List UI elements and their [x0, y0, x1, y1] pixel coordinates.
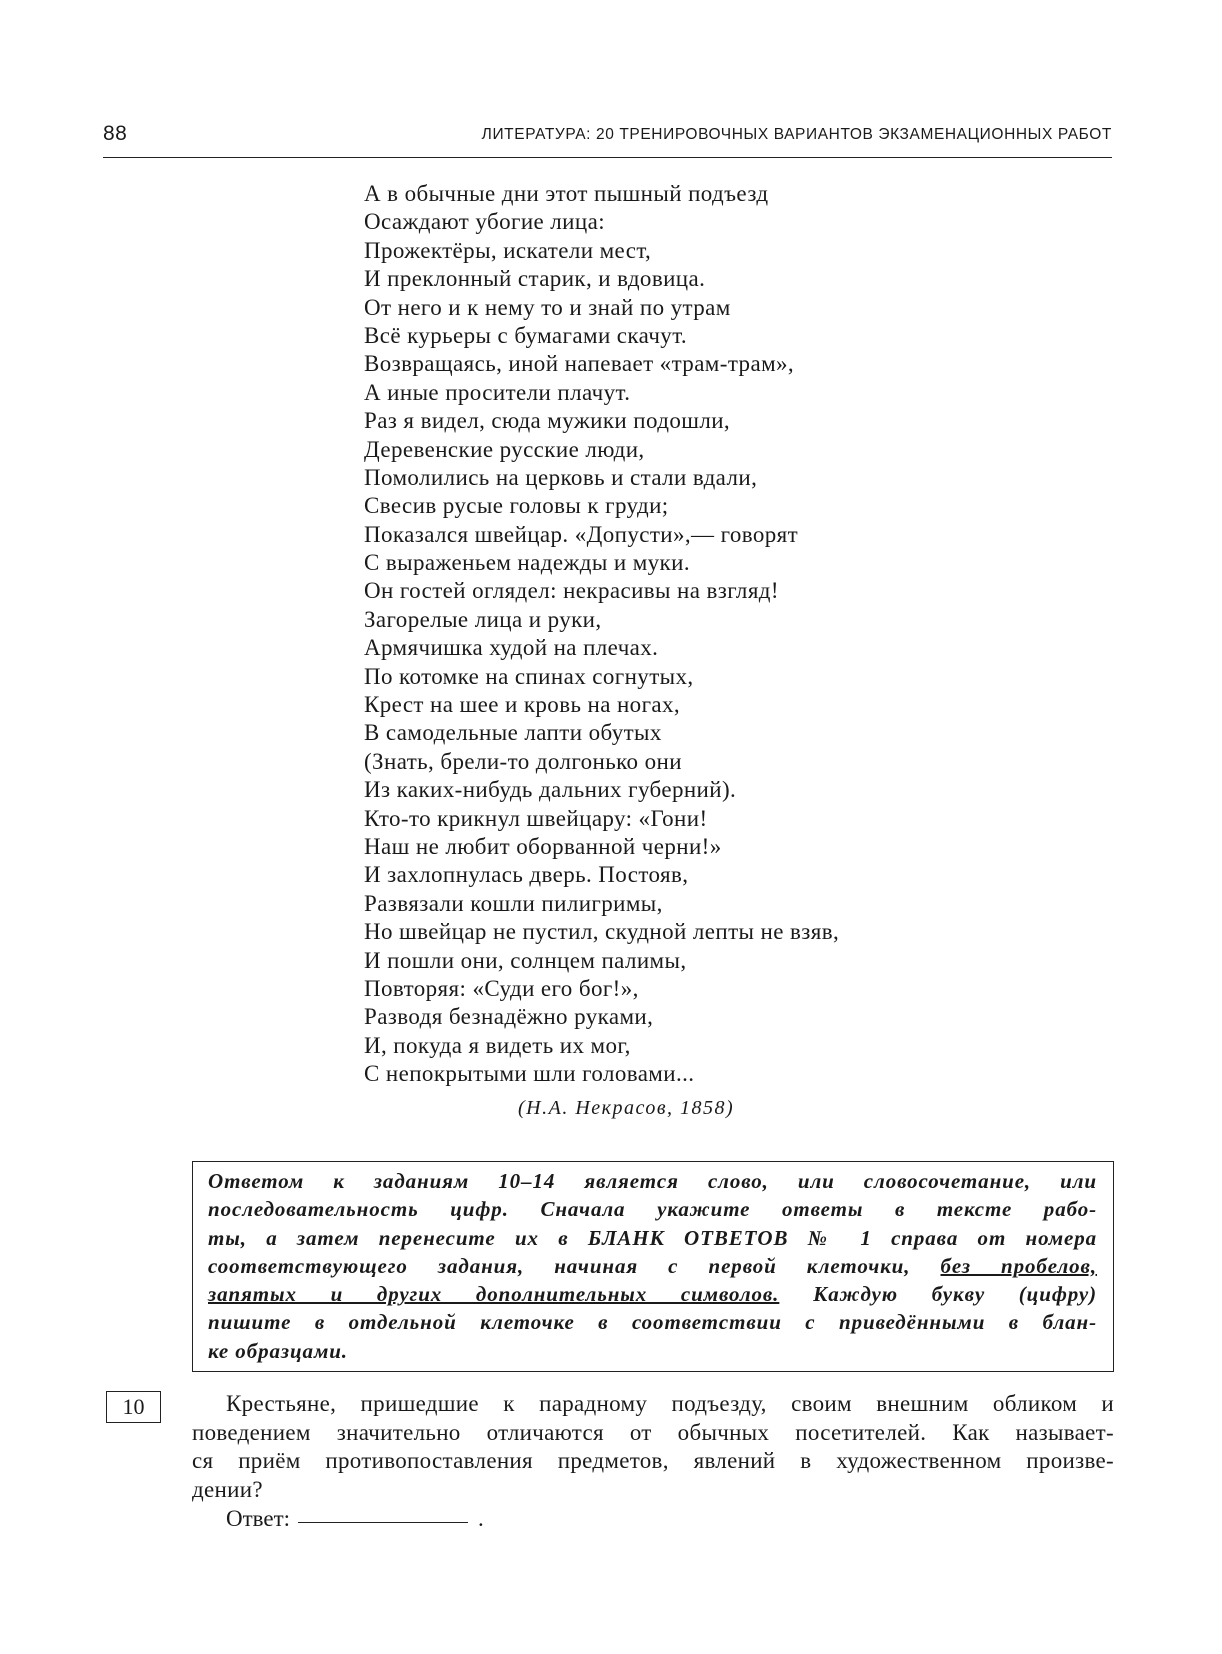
poem-line: Осаждают убогие лица:: [364, 209, 605, 235]
poem-line: По котомке на спинах согнутых,: [364, 663, 694, 689]
poem-line: Он гостей оглядел: некрасивы на взгляд!: [364, 578, 779, 604]
answer-blank[interactable]: [298, 1522, 468, 1523]
poem-line: От него и к нему то и знай по утрам: [364, 294, 731, 320]
page-number: 88: [103, 122, 128, 145]
instruction-line: [208, 1252, 1097, 1280]
question-line: Крестьяне, пришедшие к парадному подъезду, своим внешним обликом и: [226, 1391, 1114, 1416]
instruction-underlined: без пробелов,: [940, 1253, 1097, 1278]
poem-line: Из каких-нибудь дальних губерний).: [364, 777, 737, 803]
instruction-line: пишите в отдельной клеточке в соответствии с приведёнными в блан-: [208, 1310, 1097, 1335]
poem-line: С выраженьем надежды и муки.: [364, 550, 690, 576]
poem-line: Наш не любит оборванной черни!»: [364, 833, 722, 859]
answer-label: Ответ:: [226, 1506, 291, 1531]
answer-row: [226, 1506, 484, 1532]
poem-line: Всё курьеры с бумагами скачут.: [364, 322, 688, 348]
poem-line: И преклонный старик, и вдовица.: [364, 266, 706, 292]
instruction-line: Ответом к заданиям 10–14 является слово, или словосочетание, или: [208, 1169, 1097, 1193]
poem-line: Возвращаясь, иной напевает «трам-трам»,: [364, 351, 795, 377]
poem-line: С непокрытыми шли головами...: [364, 1061, 695, 1087]
poem-line: А в обычные дни этот пышный подъезд: [364, 181, 769, 206]
answer-end: .: [478, 1506, 484, 1531]
poem-line: Армячишка худой на плечах.: [364, 635, 659, 661]
poem-line: Помолились на церковь и стали вдали,: [364, 464, 758, 490]
instruction-line: ты, а затем перенесите их в БЛАНК ОТВЕТОВ № 1 справа от номера: [208, 1225, 1097, 1250]
poem-line: (Знать, брели-то долгонько они: [364, 748, 682, 774]
poem-line: А иные просители плачут.: [364, 379, 631, 405]
poem-line: И, покуда я видеть их мог,: [364, 1032, 631, 1058]
poem-line: Повторяя: «Суди его бог!»,: [364, 975, 639, 1001]
instruction-box: [192, 1161, 1114, 1372]
instruction-line: ке образцами.: [208, 1338, 348, 1363]
instruction-text: соответствующего задания, начиная с первой клеточки,: [208, 1253, 911, 1278]
poem-line: И захлопнулась дверь. Постояв,: [364, 862, 689, 888]
poem-line: Крест на шее и кровь на ногах,: [364, 692, 681, 718]
instruction-underlined: запятых и других дополнительных символов.: [208, 1282, 780, 1307]
poem-line: Разводя безнадёжно руками,: [364, 1004, 654, 1030]
question-line: дении?: [192, 1476, 263, 1502]
poem-line: Прожектёры, искатели мест,: [364, 237, 652, 263]
header-rule: [103, 157, 1112, 158]
task-question: [192, 1390, 1114, 1504]
instruction-line: [208, 1280, 1097, 1308]
instruction-line: последовательность цифр. Сначала укажите ответы в тексте рабо-: [208, 1197, 1097, 1222]
instruction-text: Каждую букву (цифру): [813, 1282, 1098, 1307]
poem-line: Деревенские русские люди,: [364, 436, 645, 462]
poem-line: Раз я видел, сюда мужики подошли,: [364, 408, 731, 434]
poem-line: Свесив русые головы к груди;: [364, 493, 669, 519]
poem-line: Загорелые лица и руки,: [364, 606, 602, 632]
running-title: ЛИТЕРАТУРА: 20 ТРЕНИРОВОЧНЫХ ВАРИАНТОВ ЭКЗАМЕНАЦИОННЫХ РАБОТ: [481, 126, 1112, 143]
poem-line: В самодельные лапти обутых: [364, 720, 662, 746]
question-line: поведением значительно отличаются от обычных посетителей. Как называет-: [192, 1419, 1114, 1445]
poem-line: Развязали кошли пилигримы,: [364, 890, 663, 916]
poem: [364, 180, 839, 1089]
poem-line: Но швейцар не пустил, скудной лепты не взяв,: [364, 919, 840, 945]
task-number-box: 10: [106, 1391, 161, 1423]
poem-line: Кто-то крикнул швейцару: «Гони!: [364, 805, 708, 831]
poem-line: Показался швейцар. «Допусти»,— говорят: [364, 521, 799, 547]
poem-line: И пошли они, солнцем палимы,: [364, 947, 687, 973]
question-line: ся приём противопоставления предметов, явлений в художественном произве-: [192, 1448, 1114, 1474]
poem-attribution: (Н.А. Некрасов, 1858): [518, 1097, 735, 1119]
